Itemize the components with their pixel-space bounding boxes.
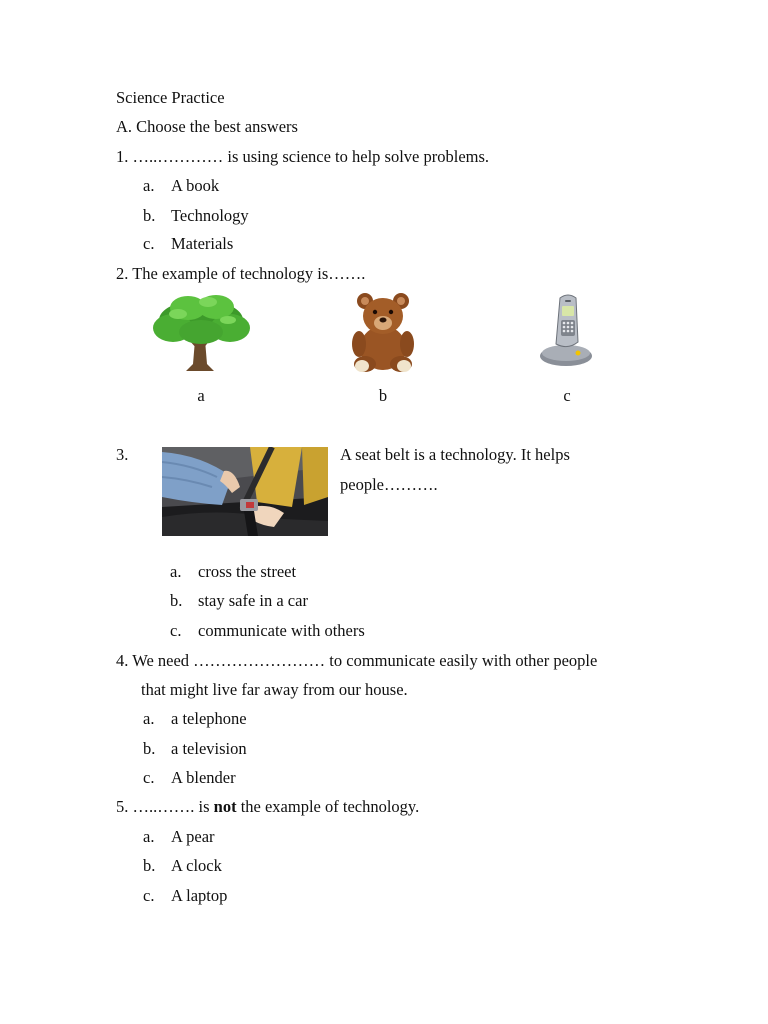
q5-text-pre: 5. …..……. is xyxy=(116,797,214,816)
q1-option-c: Materials xyxy=(171,234,234,253)
q3-option-a-letter: a. xyxy=(170,562,182,581)
q4-option-b: a television xyxy=(171,739,247,758)
q2-choice-b-label: b xyxy=(378,386,388,405)
q2-choice-c-label: c xyxy=(563,386,571,405)
q5-option-c-letter: c. xyxy=(143,886,155,905)
teddy-bear-icon xyxy=(348,292,418,374)
q3-option-b: stay safe in a car xyxy=(198,591,308,610)
q5-option-a-letter: a. xyxy=(143,827,155,846)
q5-text-bold: not xyxy=(213,797,237,816)
question-3-number: 3. xyxy=(116,445,129,464)
q2-choice-a-label: a xyxy=(197,386,205,405)
cordless-phone-icon xyxy=(538,292,596,368)
question-5-text xyxy=(116,797,419,817)
q1-option-b-letter: b. xyxy=(143,206,156,225)
question-3-text-line1: A seat belt is a technology. It helps xyxy=(340,445,570,464)
q1-option-a: A book xyxy=(171,176,220,195)
q1-option-c-letter: c. xyxy=(143,234,155,253)
question-3-text-line2: people………. xyxy=(340,475,438,494)
q5-option-a: A pear xyxy=(171,827,215,846)
q4-option-c-letter: c. xyxy=(143,768,155,787)
q5-option-b-letter: b. xyxy=(143,856,156,875)
question-4-text-line1: 4. We need …………………… to communicate easily with other people xyxy=(116,651,598,670)
question-4-text-line2: that might live far away from our house. xyxy=(141,680,408,699)
question-2-text: 2. The example of technology is……. xyxy=(116,264,366,283)
seat-belt-photo xyxy=(162,447,328,536)
page-title: Science Practice xyxy=(116,88,225,107)
q4-option-a-letter: a. xyxy=(143,709,155,728)
q5-option-c: A laptop xyxy=(171,886,228,905)
q5-option-b: A clock xyxy=(171,856,222,875)
q3-option-a: cross the street xyxy=(198,562,297,581)
q1-option-b: Technology xyxy=(171,206,249,225)
q3-option-c-letter: c. xyxy=(170,621,182,640)
q4-option-b-letter: b. xyxy=(143,739,156,758)
q5-text-post: the example of technology. xyxy=(236,797,420,816)
q3-option-c: communicate with others xyxy=(198,621,365,640)
q1-option-a-letter: a. xyxy=(143,176,155,195)
tree-icon xyxy=(148,292,254,374)
section-heading: A. Choose the best answers xyxy=(116,117,298,136)
q4-option-c: A blender xyxy=(171,768,236,787)
question-1-text: 1. …..………… is using science to help solve problems. xyxy=(116,147,490,166)
q3-option-b-letter: b. xyxy=(170,591,183,610)
q4-option-a: a telephone xyxy=(171,709,247,728)
